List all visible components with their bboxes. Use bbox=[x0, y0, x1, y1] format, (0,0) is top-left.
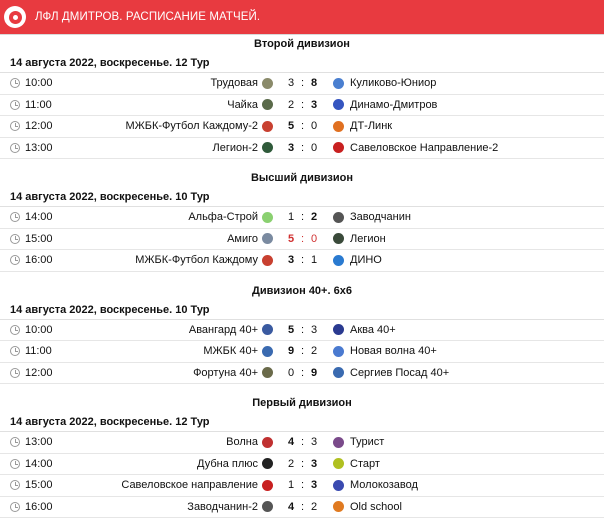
away-team[interactable]: Куликово-Юниор bbox=[350, 77, 437, 90]
match-time: 14:00 bbox=[25, 211, 53, 224]
away-team[interactable]: Легион bbox=[350, 232, 386, 245]
score-separator: : bbox=[300, 141, 305, 154]
away-score: 2 bbox=[310, 500, 318, 513]
round-title: 14 августа 2022, воскресенье. 10 Тур bbox=[0, 187, 604, 207]
score-separator: : bbox=[300, 366, 305, 379]
match-row[interactable] bbox=[0, 475, 604, 497]
match-time: 15:00 bbox=[25, 232, 53, 245]
away-team[interactable]: Новая волна 40+ bbox=[350, 345, 437, 358]
away-score: 3 bbox=[310, 479, 318, 492]
match-time: 10:00 bbox=[25, 323, 53, 336]
match-row[interactable] bbox=[0, 207, 604, 229]
match-time: 13:00 bbox=[25, 436, 53, 449]
away-team-logo-icon bbox=[333, 142, 344, 153]
away-team-logo-icon bbox=[333, 121, 344, 132]
away-score: 8 bbox=[310, 77, 318, 90]
away-team[interactable]: Заводчанин bbox=[350, 211, 411, 224]
away-score: 3 bbox=[310, 323, 318, 336]
home-team-logo-icon bbox=[262, 142, 273, 153]
match-row[interactable] bbox=[0, 116, 604, 138]
page-title: ЛФЛ ДМИТРОВ. РАСПИСАНИЕ МАТЧЕЙ. bbox=[35, 11, 261, 23]
match-row[interactable] bbox=[0, 320, 604, 342]
clock-icon bbox=[10, 234, 20, 244]
score-separator: : bbox=[300, 120, 305, 133]
home-team[interactable]: Альфа-Строй bbox=[188, 211, 258, 224]
away-team-logo-icon bbox=[333, 78, 344, 89]
home-score: 2 bbox=[287, 98, 295, 111]
home-team-logo-icon bbox=[262, 480, 273, 491]
section-gap bbox=[0, 159, 604, 169]
home-score: 1 bbox=[287, 479, 295, 492]
clock-icon bbox=[10, 100, 20, 110]
away-team[interactable]: Савеловское Направление-2 bbox=[350, 141, 499, 154]
home-score: 0 bbox=[287, 366, 295, 379]
away-team[interactable]: Молокозавод bbox=[350, 479, 418, 492]
match-time: 10:00 bbox=[25, 77, 53, 90]
away-score: 3 bbox=[310, 98, 318, 111]
away-score: 9 bbox=[310, 366, 318, 379]
home-team-logo-icon bbox=[262, 255, 273, 266]
home-score: 4 bbox=[287, 436, 295, 449]
score-separator: : bbox=[300, 323, 305, 336]
home-score: 5 bbox=[287, 120, 295, 133]
home-score: 5 bbox=[287, 232, 295, 245]
clock-icon bbox=[10, 502, 20, 512]
section-gap bbox=[0, 272, 604, 282]
home-team[interactable]: Авангард 40+ bbox=[188, 323, 258, 336]
home-score: 3 bbox=[287, 254, 295, 267]
away-team[interactable]: Аква 40+ bbox=[350, 323, 396, 336]
away-team-logo-icon bbox=[333, 458, 344, 469]
score-separator: : bbox=[300, 457, 305, 470]
match-row[interactable] bbox=[0, 363, 604, 385]
clock-icon bbox=[10, 459, 20, 469]
home-score: 3 bbox=[287, 77, 295, 90]
clock-icon bbox=[10, 480, 20, 490]
home-team-logo-icon bbox=[262, 324, 273, 335]
home-team[interactable]: Чайка bbox=[227, 98, 258, 111]
away-score: 0 bbox=[310, 232, 318, 245]
away-team-logo-icon bbox=[333, 255, 344, 266]
home-team-logo-icon bbox=[262, 212, 273, 223]
away-score: 2 bbox=[310, 345, 318, 358]
away-team[interactable]: Сергиев Посад 40+ bbox=[350, 366, 450, 379]
home-team[interactable]: МЖБК-Футбол Каждому bbox=[135, 254, 258, 267]
division-title: Дивизион 40+. 6х6 bbox=[252, 284, 352, 297]
home-team-logo-icon bbox=[262, 501, 273, 512]
score-separator: : bbox=[300, 77, 305, 90]
clock-icon bbox=[10, 143, 20, 153]
home-score: 3 bbox=[287, 141, 295, 154]
home-team-logo-icon bbox=[262, 121, 273, 132]
away-team[interactable]: ДТ-Линк bbox=[350, 120, 393, 133]
clock-icon bbox=[10, 78, 20, 88]
round-title: 14 августа 2022, воскресенье. 12 Тур bbox=[0, 53, 604, 73]
score-separator: : bbox=[300, 345, 305, 358]
away-team-logo-icon bbox=[333, 501, 344, 512]
away-score: 1 bbox=[310, 254, 318, 267]
away-score: 3 bbox=[310, 457, 318, 470]
match-time: 12:00 bbox=[25, 366, 53, 379]
score-separator: : bbox=[300, 479, 305, 492]
clock-icon bbox=[10, 437, 20, 447]
away-team-logo-icon bbox=[333, 233, 344, 244]
match-time: 11:00 bbox=[25, 98, 52, 111]
match-row[interactable] bbox=[0, 454, 604, 476]
home-team-logo-icon bbox=[262, 233, 273, 244]
division-title: Первый дивизион bbox=[252, 397, 352, 409]
away-team[interactable]: Турист bbox=[350, 436, 385, 449]
match-row[interactable] bbox=[0, 73, 604, 95]
home-team[interactable]: Трудовая bbox=[210, 77, 258, 90]
home-team[interactable]: Заводчанин-2 bbox=[187, 500, 258, 513]
score-separator: : bbox=[300, 500, 305, 513]
home-team-logo-icon bbox=[262, 437, 273, 448]
match-time: 14:00 bbox=[25, 457, 53, 470]
away-score: 3 bbox=[310, 436, 318, 449]
home-team[interactable]: Дубна плюс bbox=[197, 457, 258, 470]
league-logo-icon bbox=[4, 6, 26, 28]
division-title: Высший дивизион bbox=[250, 172, 354, 184]
home-team-logo-icon bbox=[262, 346, 273, 357]
home-team[interactable]: Савеловское направление bbox=[121, 479, 258, 492]
away-team[interactable]: ДИНО bbox=[350, 254, 382, 267]
clock-icon bbox=[10, 346, 20, 356]
match-row[interactable] bbox=[0, 432, 604, 454]
away-team-logo-icon bbox=[333, 346, 344, 357]
away-team-logo-icon bbox=[333, 367, 344, 378]
clock-icon bbox=[10, 368, 20, 378]
match-time: 16:00 bbox=[25, 500, 53, 513]
away-score: 0 bbox=[310, 141, 318, 154]
home-score: 1 bbox=[287, 211, 295, 224]
match-row[interactable] bbox=[0, 229, 604, 251]
match-row[interactable] bbox=[0, 95, 604, 117]
score-separator: : bbox=[300, 254, 305, 267]
clock-icon bbox=[10, 121, 20, 131]
away-team-logo-icon bbox=[333, 99, 344, 110]
match-row[interactable] bbox=[0, 497, 604, 519]
away-score: 0 bbox=[310, 120, 318, 133]
away-score: 2 bbox=[310, 211, 318, 224]
match-row[interactable] bbox=[0, 138, 604, 160]
home-team[interactable]: МЖБК 40+ bbox=[203, 345, 258, 358]
home-team-logo-icon bbox=[262, 367, 273, 378]
away-team-logo-icon bbox=[333, 324, 344, 335]
match-time: 13:00 bbox=[25, 141, 53, 154]
home-team[interactable]: МЖБК-Футбол Каждому-2 bbox=[125, 120, 258, 133]
division-title: Второй дивизион bbox=[254, 38, 350, 50]
score-separator: : bbox=[300, 211, 305, 224]
score-separator: : bbox=[300, 436, 305, 449]
schedule bbox=[0, 35, 604, 518]
away-team[interactable]: Старт bbox=[350, 457, 380, 470]
home-team[interactable]: Волна bbox=[226, 436, 258, 449]
home-team-logo-icon bbox=[262, 458, 273, 469]
home-team-logo-icon bbox=[262, 99, 273, 110]
home-score: 5 bbox=[287, 323, 295, 336]
home-team[interactable]: Амиго bbox=[227, 232, 258, 245]
home-team[interactable]: Легион-2 bbox=[212, 141, 258, 154]
home-team[interactable]: Фортуна 40+ bbox=[193, 366, 258, 379]
match-time: 12:00 bbox=[25, 120, 53, 133]
away-team-logo-icon bbox=[333, 480, 344, 491]
home-team-logo-icon bbox=[262, 78, 273, 89]
match-time: 11:00 bbox=[25, 345, 52, 358]
clock-icon bbox=[10, 212, 20, 222]
round-title: 14 августа 2022, воскресенье. 10 Тур bbox=[0, 300, 604, 320]
match-time: 16:00 bbox=[25, 254, 53, 267]
match-row[interactable] bbox=[0, 341, 604, 363]
score-separator: : bbox=[300, 98, 305, 111]
home-score: 4 bbox=[287, 500, 295, 513]
section-gap bbox=[0, 384, 604, 394]
away-team-logo-icon bbox=[333, 437, 344, 448]
away-team[interactable]: Old school bbox=[350, 500, 402, 513]
header-bar bbox=[0, 0, 604, 35]
round-title: 14 августа 2022, воскресенье. 12 Тур bbox=[0, 412, 604, 432]
clock-icon bbox=[10, 325, 20, 335]
match-row[interactable] bbox=[0, 250, 604, 272]
away-team-logo-icon bbox=[333, 212, 344, 223]
home-score: 2 bbox=[287, 457, 295, 470]
score-separator: : bbox=[300, 232, 305, 245]
clock-icon bbox=[10, 255, 20, 265]
home-score: 9 bbox=[287, 345, 295, 358]
away-team[interactable]: Динамо-Дмитров bbox=[350, 98, 438, 111]
match-time: 15:00 bbox=[25, 479, 53, 492]
